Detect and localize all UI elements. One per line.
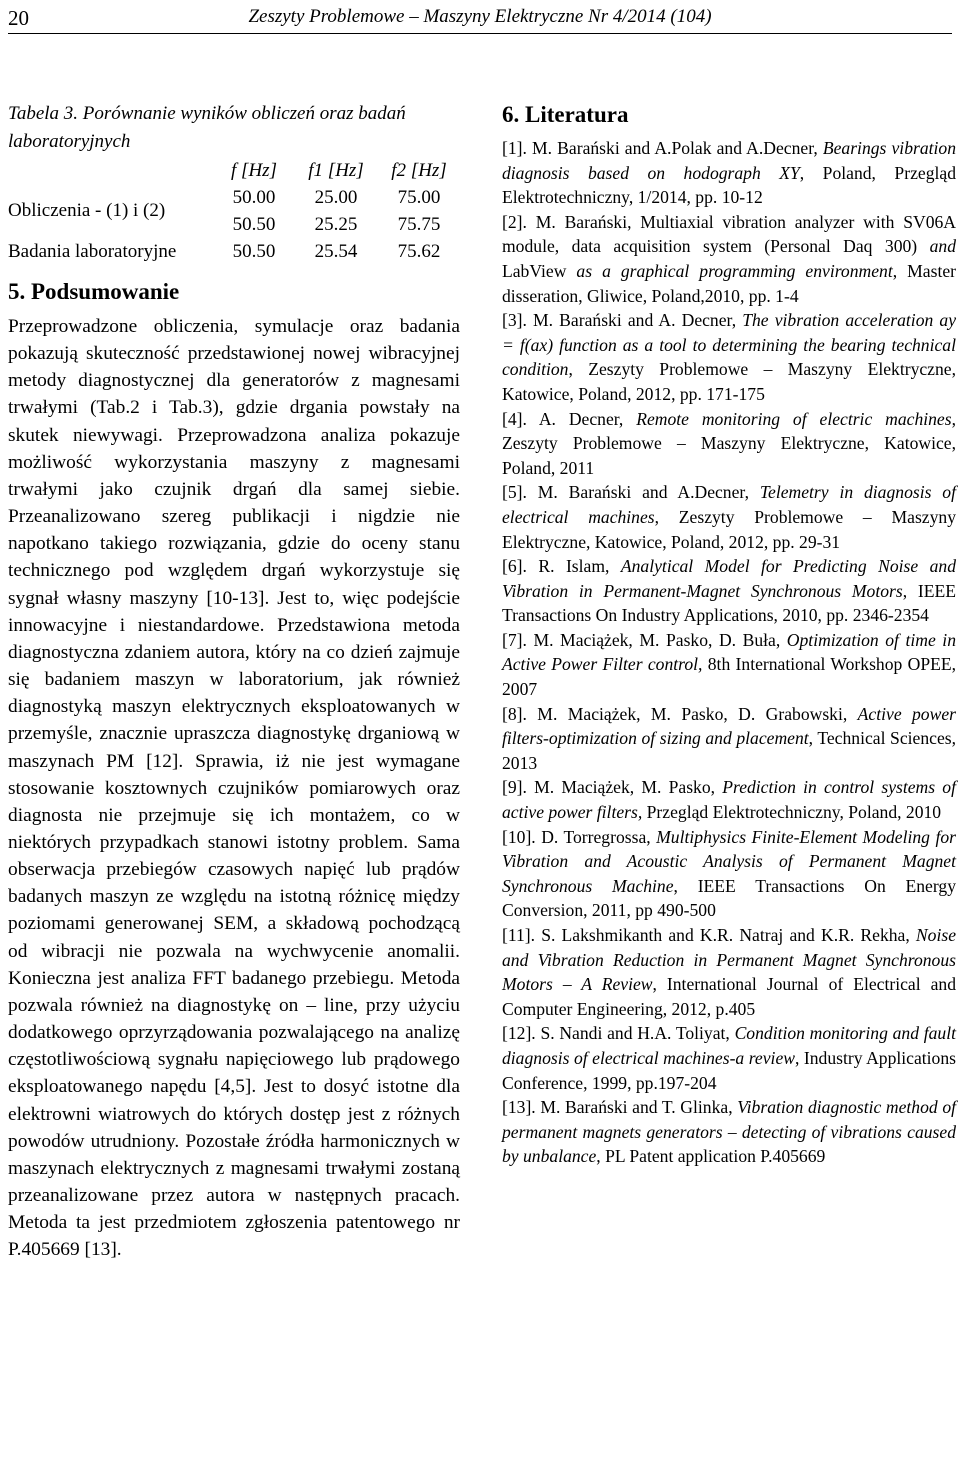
list-item: [7]. M. Maciążek, M. Pasko, D. Buła, Optimization of time in Active Power Filter control, 8th International Workshop OPEE, 2007 bbox=[502, 629, 956, 700]
table-cell: 25.00 bbox=[314, 186, 358, 208]
right-column bbox=[502, 100, 956, 1169]
section-heading-literature: 6. Literatura bbox=[502, 102, 629, 127]
list-item: [1]. M. Barański and A.Polak and A.Decner, Bearings vibration diagnosis based on hodograph XY, Poland, Przegląd Elektrotechniczny, 1/2014, pp. 10-12 bbox=[502, 138, 956, 208]
section-heading-summary: 5. Podsumowanie bbox=[8, 279, 180, 304]
list-item: [6]. R. Islam, Analytical Model for Predicting Noise and Vibration in Permanent-Magnet Synchronous Motors, IEEE Transactions On Industry Applications, 2010, pp. 2346-2354 bbox=[502, 556, 957, 626]
table-cell: 75.75 bbox=[397, 213, 441, 235]
col-header-f: f [Hz] bbox=[231, 159, 277, 181]
list-item: [3]. M. Barański and A. Decner, The vibration acceleration ay = f(ax) function as a tool to determining the bearing technical condition, Zeszyty Problemowe – Maszyny Elektryczne, Katowice, Poland, 2012, pp. 171-175 bbox=[502, 310, 957, 404]
table-cell: 75.00 bbox=[397, 186, 441, 208]
list-item: [4]. A. Decner, Remote monitoring of electric machines, Zeszyty Problemowe – Maszyny Elektryczne, Katowice, Poland, 2011 bbox=[502, 408, 956, 478]
list-item: [12]. S. Nandi and H.A. Toliyat, Condition monitoring and fault diagnosis of electrical machines-a review, Industry Applications Conference, 1999, pp.197-204 bbox=[502, 1023, 956, 1093]
left-column bbox=[8, 100, 460, 1263]
running-title: Zeszyty Problemowe – Maszyny Elektryczne Nr 4/2014 (104) bbox=[248, 6, 712, 27]
table-cell: 25.54 bbox=[314, 240, 358, 262]
reference-list bbox=[502, 136, 956, 1169]
summary-paragraph: Przeprowadzone obliczenia, symulacje oraz badania pokazują skuteczność przedstawionej nowej wibracyjnej metody diagnostycznej dla generatorów z magnesami trwałymi (Tab.2 i Tab.3), gdzie drgania powstały na skutek niewywagi. Przeprowadzona analiza pokazuje możliwość wykorzystania maszyny z magnesami trwałymi jako czujnik drgań dla samej siebie. Przeanalizowano szereg publikacji i nigdzie nie napotkano takiego rozwiązania, gdzie do oceny stanu technicznego pod względem drgań wykorzystuje się sygnał własny maszyny [10-13]. Jest to, więc podejście innowacyjne i niestandardowe. Przedstawiona metoda diagnostyczna zdaniem autora, który na co dzień zajmuje się badaniem maszyn w laboratorium, jak również diagnostyką maszyn elektrycznych eksploatowanych w przemyśle, znacznie upraszcza diagnostykę drganiową w maszynach PM [12]. Sprawia, iż nie jest wymagane stosowanie kosztownych czujników pomiarowych oraz diagnosta nie przejmuje się ich montażem, co w niektórych przypadkach stanowi istotny problem. Sama obserwacja przebiegów czasowych napięć lub prądów badanych maszyn ze względu na istotną różnicę między poziomami generowanej SEM, a składową pochodzącą od wibracji nie pozwala na wychwycenie anomalii. Konieczna jest analiza FFT badanego przebiegu. Metoda pozwala również na diagnostykę on – line, przy użyciu dodatkowego oprzyrządowania pozwalającego na analizę częstotliwościową sygnału napięciowego lub prądowego eksploatowanego napędu [4,5]. Jest to dosyć istotne dla elektrowni wiatrowych do których dostęp jest z różnych powodów utrudniony. Pozostałe źródła harmonicznych w maszynach elektrycznych z magnesami trwałymi zostaną przeanalizowane przez autora w następnych pracach. Metoda ta jest przedmiotem zgłoszenia patentowego nr P.405669 [13]. bbox=[8, 316, 460, 1261]
table-cell: 50.00 bbox=[232, 186, 276, 208]
list-item: [13]. M. Barański and T. Glinka, Vibration diagnostic method of permanent magnets generators – detecting of vibrations caused by unbalance, PL Patent application P.405669 bbox=[502, 1097, 956, 1167]
list-item: [9]. M. Maciążek, M. Pasko, Prediction in control systems of active power filters, Przegląd Elektrotechniczny, Poland, 2010 bbox=[502, 777, 956, 823]
table-header-row bbox=[8, 157, 460, 184]
list-item: [11]. S. Lakshmikanth and K.R. Natraj and K.R. Rekha, Noise and Vibration Reduction in Permanent Magnet Synchronous Motors – A Review, International Journal of Electrical and Computer Engineering, 2012, p.405 bbox=[502, 925, 956, 1019]
row-label-lab: Badania laboratoryjne bbox=[8, 240, 177, 262]
list-item: [5]. M. Barański and A.Decner, Telemetry in diagnosis of electrical machines, Zeszyty Problemowe – Maszyny Elektryczne, Katowice, Poland, 2012, pp. 29-31 bbox=[502, 482, 956, 552]
table-cell: 75.62 bbox=[397, 240, 441, 262]
page-number: 20 bbox=[8, 6, 29, 30]
table-cell: 25.25 bbox=[314, 213, 358, 235]
table-cell: 50.50 bbox=[232, 213, 276, 235]
table-row bbox=[8, 184, 460, 211]
header-rule bbox=[8, 33, 952, 34]
page-header bbox=[8, 0, 952, 36]
list-item: [8]. M. Maciążek, M. Pasko, D. Grabowski, Active power filters-optimization of sizing and placement, Technical Sciences, 2013 bbox=[502, 703, 956, 773]
table-cell: 50.50 bbox=[232, 240, 276, 262]
table-caption: Tabela 3. Porównanie wyników obliczeń oraz badań laboratoryjnych bbox=[8, 103, 406, 152]
col-header-f1: f1 [Hz] bbox=[308, 159, 364, 181]
list-item: [2]. M. Barański, Multiaxial vibration analyzer with SV06A module, data acquisition system (Personal Daq 300) and LabView as a graphical programming environment, Master disseration, Gliwice, Poland,2010, pp. 1-4 bbox=[502, 211, 956, 306]
list-item: [10]. D. Torregrossa, Multiphysics Finite-Element Modeling for Vibration and Acoustic Analysis of Permanent Magnet Synchronous Machine, IEEE Transactions On Energy Conversion, 2011, pp 490-500 bbox=[502, 826, 956, 921]
comparison-table bbox=[8, 157, 460, 265]
row-label-calc: Obliczenia - (1) i (2) bbox=[8, 200, 166, 221]
col-header-f2: f2 [Hz] bbox=[391, 159, 447, 181]
table-row bbox=[8, 238, 460, 265]
